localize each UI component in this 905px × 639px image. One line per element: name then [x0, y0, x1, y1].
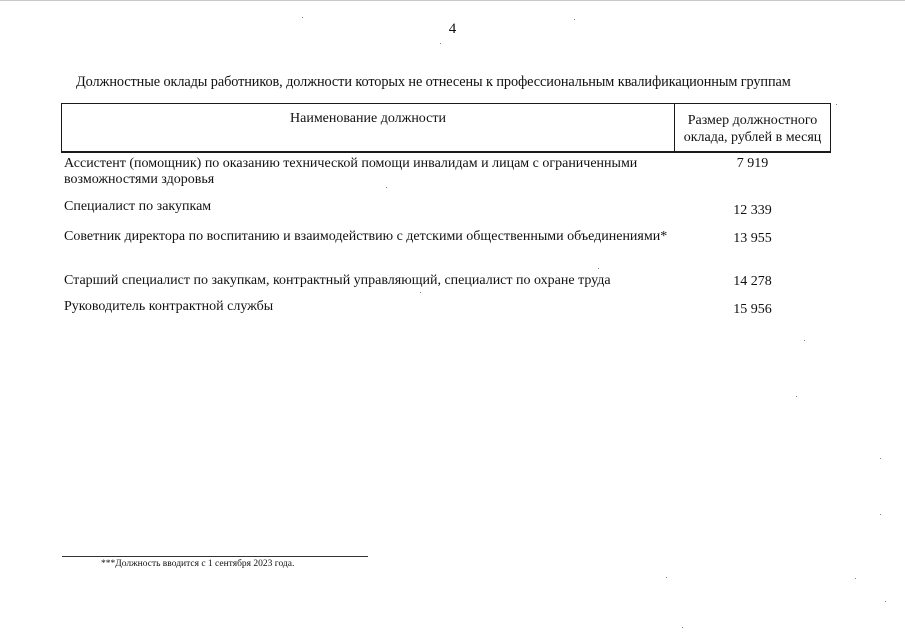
salary-value: 15 956	[733, 302, 772, 317]
header-salary-line-2: оклада, рублей в месяц	[683, 130, 822, 145]
scan-speck	[796, 396, 797, 397]
scan-speck	[804, 340, 805, 341]
header-position-name: Наименование должности	[62, 104, 675, 151]
position-name: Старший специалист по закупкам, контрактный управляющий, специалист по охране труда	[64, 273, 611, 288]
salary-value: 12 339	[733, 203, 772, 218]
salary-value: 7 919	[736, 156, 769, 171]
page-number: 4	[448, 21, 457, 37]
top-edge-line	[0, 0, 905, 1]
header-salary-line-1: Размер должностного	[687, 113, 818, 128]
position-name: Специалист по закупкам	[64, 199, 212, 214]
scan-speck	[440, 43, 441, 44]
scan-speck	[598, 268, 599, 269]
salary-value: 13 955	[733, 231, 772, 246]
document-title: Должностные оклады работников, должности которых не отнесены к профессиональным квалификационным группам	[76, 74, 791, 90]
position-name: Ассистент (помощник) по оказанию технической помощи инвалидам и лицам с ограниченными возможностями здоровья	[64, 156, 638, 187]
scan-speck	[880, 458, 881, 459]
scan-speck	[420, 292, 421, 293]
salary-value: 14 278	[733, 274, 772, 289]
scan-speck	[880, 514, 881, 515]
position-name: Руководитель контрактной службы	[64, 299, 274, 314]
scan-speck	[666, 577, 667, 578]
scan-speck	[682, 627, 683, 628]
footnote-text: ***Должность вводится с 1 сентября 2023 года.	[101, 559, 295, 569]
position-name: Советник директора по воспитанию и взаимодействию с детскими общественными объединениями*	[64, 229, 668, 244]
header-salary-size	[675, 104, 830, 151]
scan-speck	[855, 578, 856, 579]
scan-speck	[836, 104, 837, 105]
scan-speck	[885, 601, 886, 602]
table-header	[61, 103, 831, 153]
scan-speck	[302, 17, 303, 18]
footnote-divider	[62, 556, 368, 557]
